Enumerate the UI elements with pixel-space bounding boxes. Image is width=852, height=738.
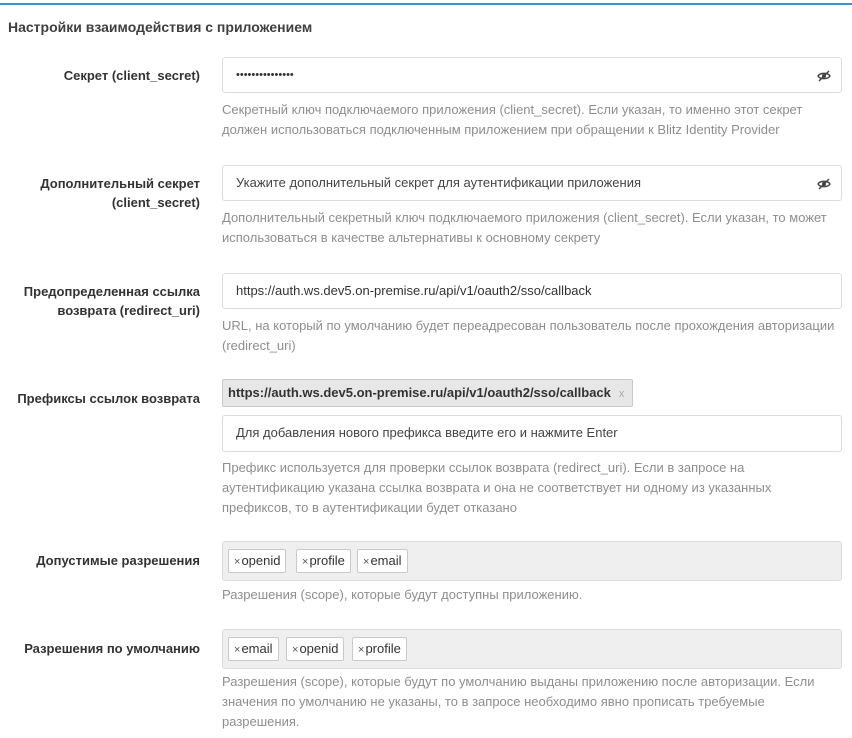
top-accent-line — [0, 3, 852, 5]
default-scopes-help: Разрешения (scope), которые будут по умолчанию выданы приложению после авторизации. Если значения по умолчанию не указаны, то в запросе необходимо явно прописать требуемые разрешения. — [222, 674, 815, 729]
redirect-prefixes-label: Префиксы ссылок возврата — [17, 391, 200, 406]
extra-secret-help: Дополнительный секретный ключ подключаемого приложения (client_secret). Если указан, то может использоваться в качестве альтернативы к основному секрету — [222, 210, 827, 245]
redirect-uri-field[interactable] — [222, 273, 842, 309]
times-icon[interactable]: × — [363, 556, 370, 568]
times-icon[interactable]: × — [358, 644, 365, 656]
redirect-uri-label — [5, 282, 200, 320]
redirect-uri-help: URL, на который по умолчанию будет переадресован пользователь после прохождения авторизации (redirect_uri) — [222, 318, 835, 353]
eye-slash-icon[interactable] — [817, 177, 831, 189]
eye-slash-icon[interactable] — [817, 69, 831, 81]
scope-tag-label: profile — [309, 553, 345, 568]
times-icon[interactable]: × — [234, 556, 241, 568]
scope-tag-label: openid — [241, 553, 281, 568]
scope-tag[interactable] — [286, 637, 344, 661]
extra-secret-label-line1: Дополнительный секрет — [40, 176, 200, 191]
allowed-scopes-select[interactable] — [222, 541, 842, 581]
extra-secret-field[interactable] — [222, 165, 842, 201]
scope-tag-label: profile — [365, 641, 401, 656]
times-icon[interactable]: × — [234, 644, 241, 656]
scope-tag[interactable] — [228, 549, 286, 573]
scope-tag[interactable] — [352, 637, 407, 661]
client-secret-label: Секрет (client_secret) — [63, 68, 200, 83]
allowed-scopes-help: Разрешения (scope), которые будут доступны приложению. — [222, 587, 583, 602]
redirect-prefix-chip — [222, 379, 633, 407]
redirect-uri-value: https://auth.ws.dev5.on-premise.ru/api/v1/oauth2/sso/callback — [236, 283, 592, 298]
times-icon[interactable]: × — [292, 644, 299, 656]
scope-tag-label: openid — [299, 641, 339, 656]
default-scopes-select[interactable] — [222, 629, 842, 669]
scope-tag[interactable] — [357, 549, 408, 573]
client-secret-field[interactable] — [222, 57, 842, 93]
redirect-prefixes-help: Префикс используется для проверки ссылок возврата (redirect_uri). Если в запросе на аутентификацию указана ссылка возврата и она не соответствует ни одному из указанных префиксов, то в аутентификации будет отказано — [222, 460, 772, 515]
times-icon[interactable]: x — [618, 388, 625, 400]
scope-tag[interactable] — [228, 637, 279, 661]
default-scopes-label: Разрешения по умолчанию — [24, 641, 200, 656]
times-icon[interactable]: × — [302, 556, 309, 568]
redirect-prefix-chip-text: https://auth.ws.dev5.on-premise.ru/api/v1/oauth2/sso/callback — [228, 385, 611, 400]
scope-tag[interactable] — [296, 549, 351, 573]
client-secret-help: Секретный ключ подключаемого приложения (client_secret). Если указан, то именно этот секрет должен использоваться подключенным приложением при обращении к Blitz Identity Provider — [222, 102, 803, 137]
redirect-uri-label-line2: возврата (redirect_uri) — [57, 303, 200, 318]
redirect-prefix-placeholder: Для добавления нового префикса введите его и нажмите Enter — [236, 425, 618, 440]
allowed-scopes-label: Допустимые разрешения — [36, 553, 200, 568]
client-secret-value: ••••••••••••••• — [236, 69, 294, 81]
extra-secret-label — [5, 174, 200, 212]
section-title: Настройки взаимодействия с приложением — [8, 19, 313, 35]
scope-tag-label: email — [241, 641, 273, 656]
redirect-prefix-input[interactable] — [222, 415, 842, 452]
extra-secret-label-line2: (client_secret) — [111, 195, 200, 210]
scope-tag-label: email — [370, 553, 402, 568]
redirect-uri-label-line1: Предопределенная ссылка — [23, 284, 200, 299]
extra-secret-placeholder: Укажите дополнительный секрет для аутентификации приложения — [236, 175, 642, 190]
